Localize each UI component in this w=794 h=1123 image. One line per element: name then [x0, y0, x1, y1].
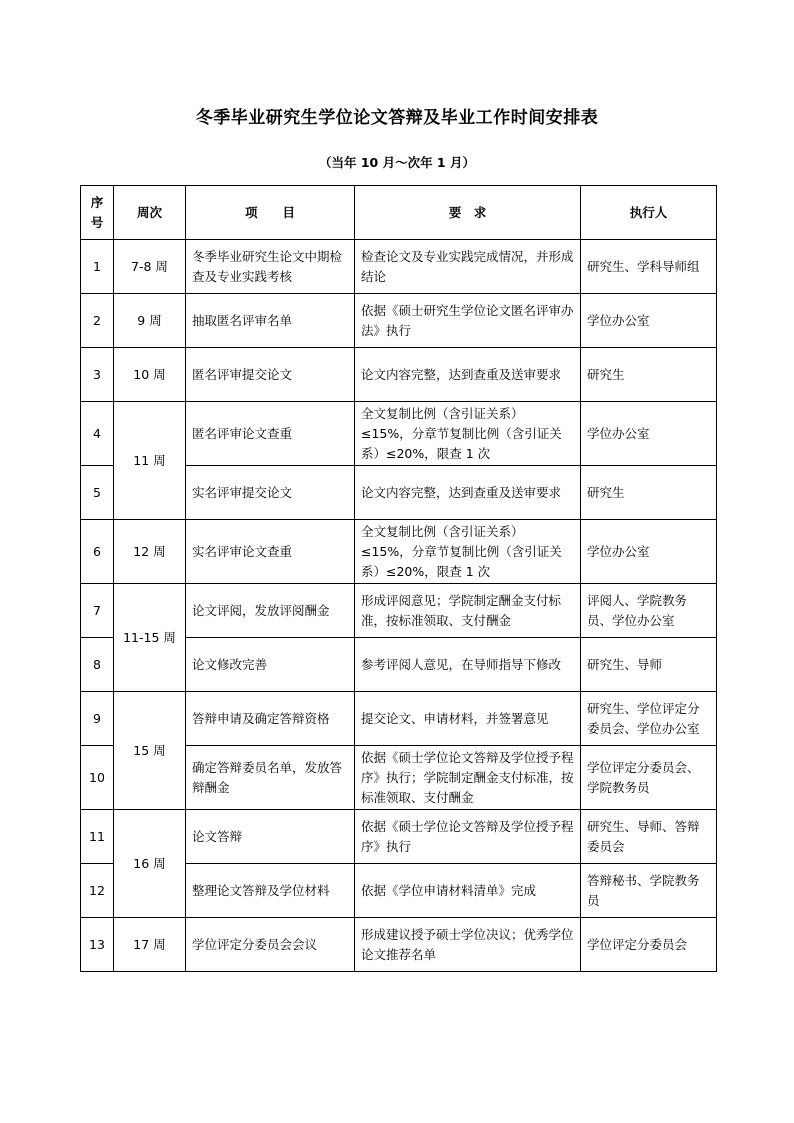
cell-executor: 评阅人、学院教务员、学位办公室: [581, 584, 717, 638]
cell-executor: 研究生、导师、答辩委员会: [581, 810, 717, 864]
cell-executor: 研究生: [581, 466, 717, 520]
table-row: [81, 240, 717, 294]
cell-no: 6: [81, 520, 114, 584]
cell-item: 论文评阅，发放评阅酬金: [186, 584, 355, 638]
cell-week: 11-15 周: [114, 584, 186, 692]
cell-executor: 学位评定分委员会: [581, 918, 717, 972]
cell-no: 5: [81, 466, 114, 520]
cell-week: 11 周: [114, 402, 186, 520]
schedule-table: [80, 185, 717, 972]
table-row: [81, 520, 717, 584]
cell-week: 12 周: [114, 520, 186, 584]
cell-item: 实名评审提交论文: [186, 466, 355, 520]
page-subtitle: （当年 10 月～次年 1 月）: [318, 155, 475, 170]
header-week: 周次: [114, 186, 186, 240]
cell-no: 11: [81, 810, 114, 864]
cell-no: 10: [81, 746, 114, 810]
cell-executor: 答辩秘书、学院教务员: [581, 864, 717, 918]
cell-requirement: 全文复制比例（含引证关系）≤15%，分章节复制比例（含引证关系）≤20%，限查 1 次: [355, 520, 581, 584]
table-row: [81, 402, 717, 466]
cell-executor: 学位办公室: [581, 294, 717, 348]
header-item: 项 目: [186, 186, 355, 240]
cell-executor: 学位办公室: [581, 520, 717, 584]
cell-requirement: 依据《硕士研究生学位论文匿名评审办法》执行: [355, 294, 581, 348]
cell-executor: 研究生: [581, 348, 717, 402]
cell-requirement: 论文内容完整，达到查重及送审要求: [355, 348, 581, 402]
table-row: [81, 810, 717, 864]
cell-week: 7-8 周: [114, 240, 186, 294]
cell-week: 15 周: [114, 692, 186, 810]
header-requirement: 要 求: [355, 186, 581, 240]
cell-item: 确定答辩委员名单，发放答辩酬金: [186, 746, 355, 810]
cell-requirement: 检查论文及专业实践完成情况，并形成结论: [355, 240, 581, 294]
cell-item: 冬季毕业研究生论文中期检查及专业实践考核: [186, 240, 355, 294]
cell-requirement: 全文复制比例（含引证关系）≤15%，分章节复制比例（含引证关系）≤20%，限查 1 次: [355, 402, 581, 466]
cell-week: 17 周: [114, 918, 186, 972]
cell-requirement: 依据《硕士学位论文答辩及学位授予程序》执行: [355, 810, 581, 864]
cell-item: 论文修改完善: [186, 638, 355, 692]
cell-no: 13: [81, 918, 114, 972]
cell-no: 7: [81, 584, 114, 638]
cell-item: 论文答辩: [186, 810, 355, 864]
cell-requirement: 参考评阅人意见，在导师指导下修改: [355, 638, 581, 692]
table-row: [81, 918, 717, 972]
cell-executor: 学位评定分委员会、学院教务员: [581, 746, 717, 810]
cell-executor: 研究生、学科导师组: [581, 240, 717, 294]
cell-requirement: 依据《学位申请材料清单》完成: [355, 864, 581, 918]
cell-no: 4: [81, 402, 114, 466]
cell-no: 12: [81, 864, 114, 918]
cell-no: 9: [81, 692, 114, 746]
page-title: 冬季毕业研究生学位论文答辩及毕业工作时间安排表: [195, 108, 599, 128]
cell-item: 学位评定分委员会会议: [186, 918, 355, 972]
header-executor: 执行人: [581, 186, 717, 240]
cell-requirement: 论文内容完整，达到查重及送审要求: [355, 466, 581, 520]
cell-item: 匿名评审论文查重: [186, 402, 355, 466]
table-row: [81, 348, 717, 402]
cell-item: 答辩申请及确定答辩资格: [186, 692, 355, 746]
cell-requirement: 形成建议授予硕士学位决议；优秀学位论文推荐名单: [355, 918, 581, 972]
cell-no: 3: [81, 348, 114, 402]
cell-requirement: 提交论文、申请材料，并签署意见: [355, 692, 581, 746]
table-row: [81, 584, 717, 638]
cell-week: 9 周: [114, 294, 186, 348]
table-row: [81, 692, 717, 746]
cell-no: 1: [81, 240, 114, 294]
cell-executor: 研究生、导师: [581, 638, 717, 692]
cell-requirement: 依据《硕士学位论文答辩及学位授予程序》执行；学院制定酬金支付标准，按标准领取、支付酬金: [355, 746, 581, 810]
cell-item: 抽取匿名评审名单: [186, 294, 355, 348]
cell-item: 整理论文答辩及学位材料: [186, 864, 355, 918]
cell-week: 16 周: [114, 810, 186, 918]
cell-executor: 学位办公室: [581, 402, 717, 466]
cell-no: 8: [81, 638, 114, 692]
cell-requirement: 形成评阅意见；学院制定酬金支付标准，按标准领取、支付酬金: [355, 584, 581, 638]
header-no: 序号: [81, 186, 114, 240]
cell-week: 10 周: [114, 348, 186, 402]
cell-no: 2: [81, 294, 114, 348]
cell-executor: 研究生、学位评定分委员会、学位办公室: [581, 692, 717, 746]
table-header-row: [81, 186, 717, 240]
table-row: [81, 294, 717, 348]
cell-item: 实名评审论文查重: [186, 520, 355, 584]
cell-item: 匿名评审提交论文: [186, 348, 355, 402]
